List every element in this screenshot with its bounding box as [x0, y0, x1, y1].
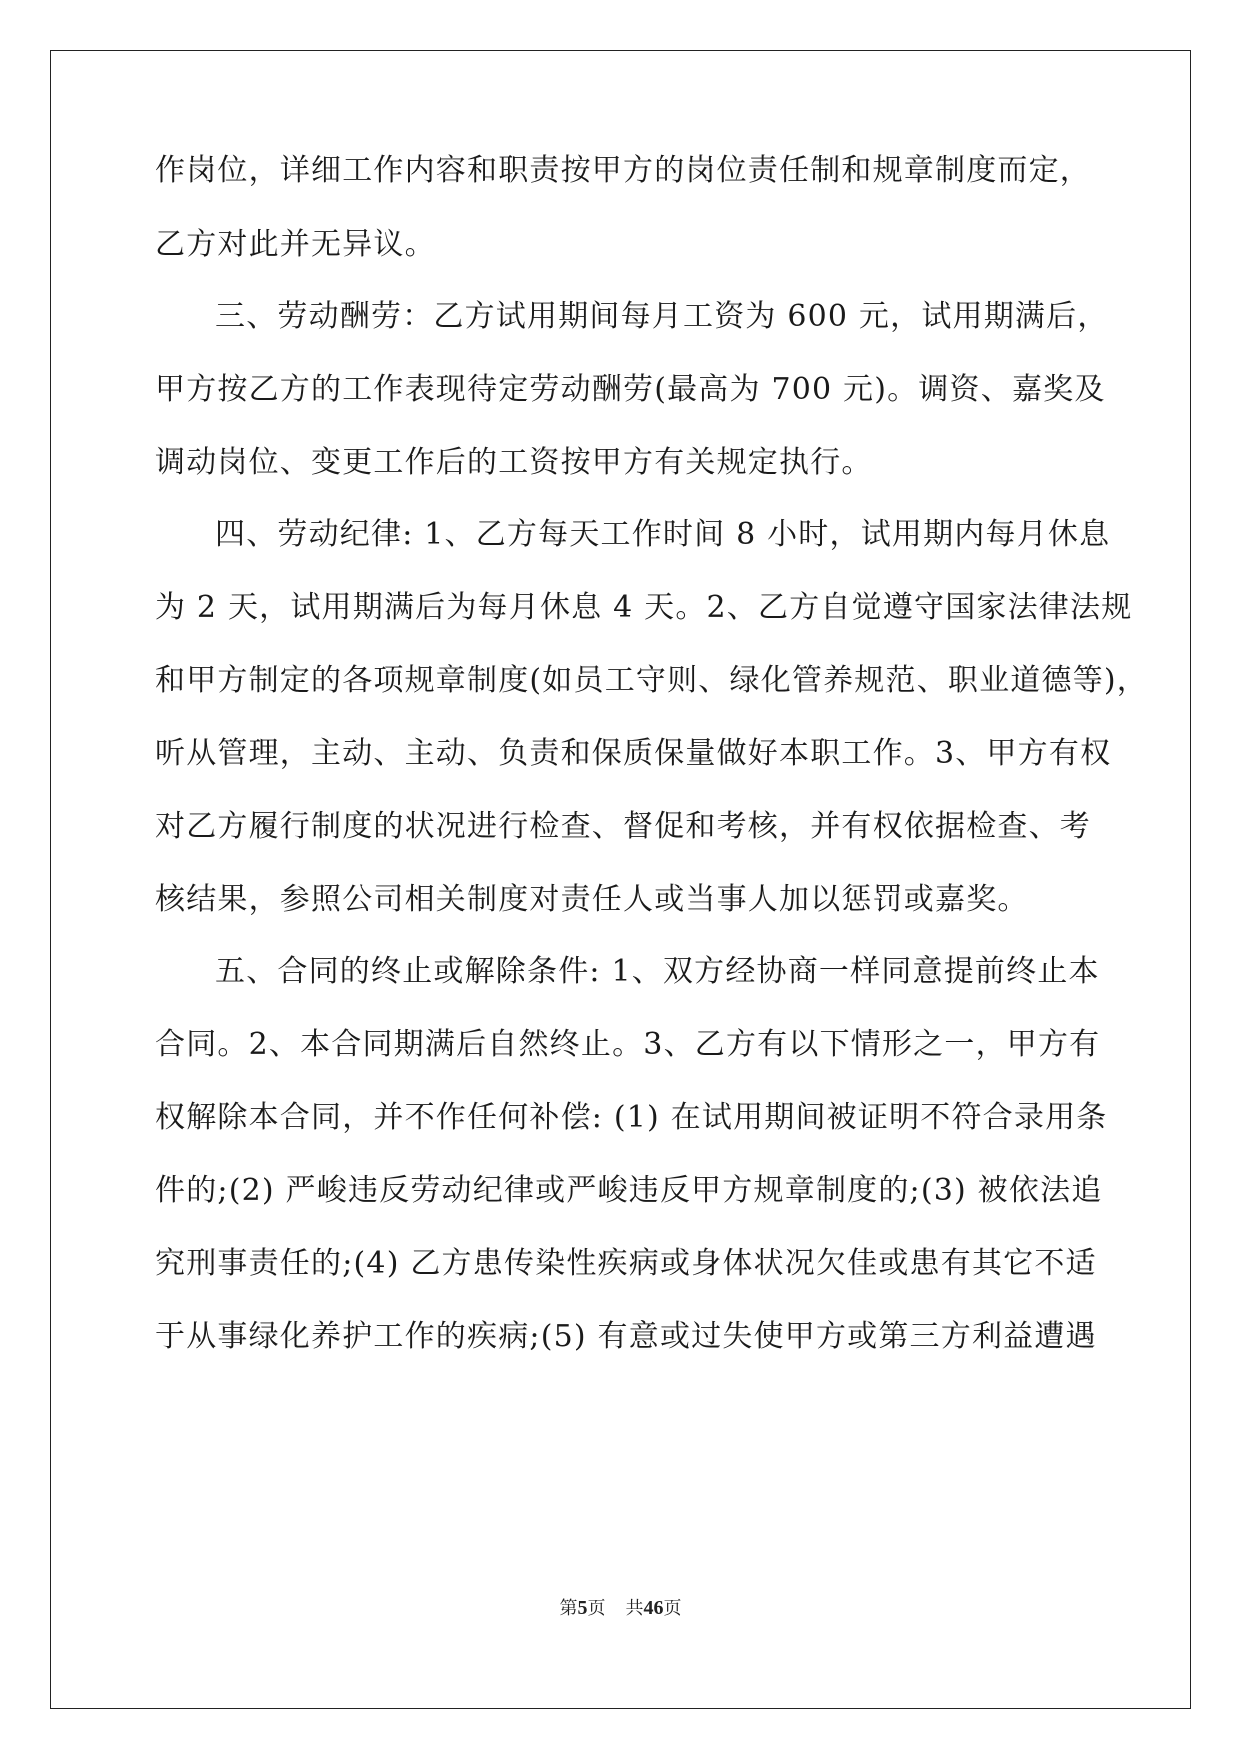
text-line: 乙方对此并无异议。 — [155, 227, 436, 262]
text-line: 甲方按乙方的工作表现待定劳动酬劳(最高为 700 元)。调资、嘉奖及 — [155, 372, 1106, 407]
text-line: 核结果，参照公司相关制度对责任人或当事人加以惩罚或嘉奖。 — [155, 882, 1029, 917]
footer-page-suffix: 页 — [587, 1598, 606, 1619]
text-line: 为 2 天，试用期满后为每月休息 4 天。2、乙方自觉遵守国家法律法规 — [155, 590, 1133, 625]
text-line: 作岗位，详细工作内容和职责按甲方的岗位责任制和规章制度而定， — [155, 153, 1091, 188]
footer-total-prefix: 共 — [625, 1598, 644, 1619]
text-line: 四、劳动纪律: 1、乙方每天工作时间 8 小时，试用期内每月休息 — [215, 517, 1111, 552]
footer-page-prefix: 第 — [559, 1598, 578, 1619]
text-line: 听从管理，主动、主动、负责和保质保量做好本职工作。3、甲方有权 — [155, 736, 1112, 771]
page-footer — [0, 1596, 1241, 1621]
footer-page-number: 5 — [577, 1597, 588, 1619]
text-line: 调动岗位、变更工作后的工资按甲方有关规定执行。 — [155, 445, 873, 480]
text-line: 五、合同的终止或解除条件: 1、双方经协商一样同意提前终止本 — [215, 954, 1100, 989]
text-line: 究刑事责任的;(4) 乙方患传染性疾病或身体状况欠佳或患有其它不适 — [155, 1246, 1097, 1281]
footer-total-suffix: 页 — [663, 1598, 682, 1619]
text-line: 权解除本合同，并不作任何补偿: (1) 在试用期间被证明不符合录用条 — [155, 1100, 1108, 1135]
footer-total-pages: 46 — [643, 1597, 664, 1619]
text-line: 于从事绿化养护工作的疾病;(5) 有意或过失使甲方或第三方利益遭遇 — [155, 1319, 1097, 1354]
text-line: 合同。2、本合同期满后自然终止。3、乙方有以下情形之一，甲方有 — [155, 1027, 1101, 1062]
text-line: 三、劳动酬劳：乙方试用期间每月工资为 600 元，试用期满后， — [215, 299, 1109, 334]
text-line: 对乙方履行制度的状况进行检查、督促和考核，并有权依据检查、考 — [155, 809, 1091, 844]
text-line: 和甲方制定的各项规章制度(如员工守则、绿化管养规范、职业道德等)， — [155, 663, 1149, 698]
text-line: 件的;(2) 严峻违反劳动纪律或严峻违反甲方规章制度的;(3) 被依法追 — [155, 1173, 1103, 1208]
